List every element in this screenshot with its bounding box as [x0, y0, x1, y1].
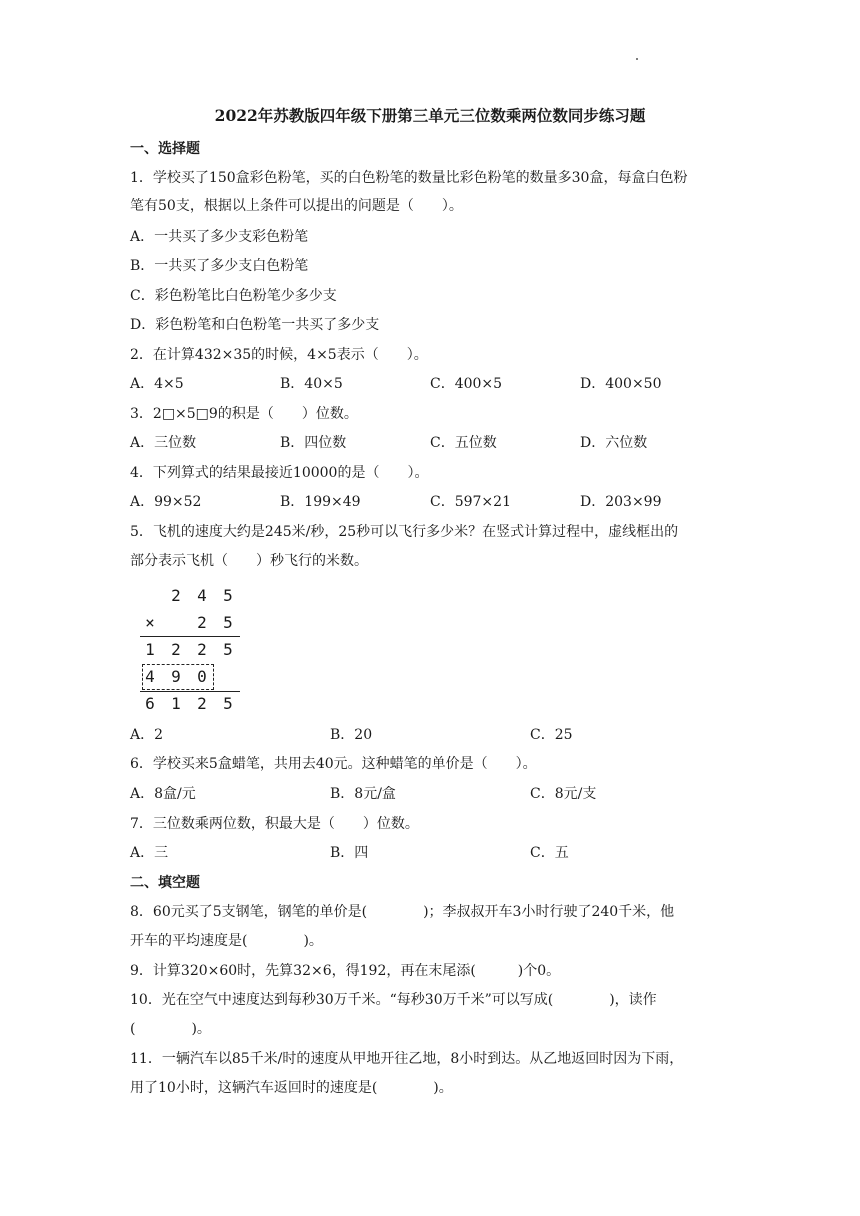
q11-line1: 11．一辆汽车以85千米/时的速度从甲地开往乙地，8小时到达。从乙地返回时因为下雨，	[130, 1051, 684, 1067]
q1-option-b: B．一共买了多少支白色粉笔	[130, 258, 309, 274]
q2-text: 2．在计算432×35的时候，4×5表示（ ）。	[130, 347, 428, 363]
q6-option-c: C．8元/支	[530, 786, 597, 802]
q10-line1: 10．光在空气中速度达到每秒30万千米。“每秒30万千米”可以写成( )，读作	[130, 992, 657, 1008]
q2-option-c: C．400×5	[430, 376, 503, 392]
q1-line2: 笔有50支，根据以上条件可以提出的问题是（ ）。	[130, 198, 463, 214]
q8-line2: 开车的平均速度是( )。	[130, 933, 323, 949]
q7-option-b: B．四	[330, 845, 369, 861]
calc-digit: 5	[223, 613, 233, 632]
calc-digit: 2	[197, 640, 207, 659]
q3-text: 3．2□×5□9的积是（ ）位数。	[130, 406, 358, 422]
calc-digit: 6	[145, 694, 155, 713]
section-heading-choice: 一、选择题	[130, 141, 200, 157]
calc-digit: 5	[223, 586, 233, 605]
q5-option-a: A．2	[130, 727, 164, 743]
q8-line1: 8．60元买了5支钢笔，钢笔的单价是( )；李叔叔开车3小时行驶了240千米，他	[130, 904, 675, 920]
calc-digit: 1	[171, 694, 181, 713]
q1-option-a: A．一共买了多少支彩色粉笔	[130, 229, 309, 245]
q2-option-a: A．4×5	[130, 376, 184, 392]
calc-rule	[140, 636, 240, 637]
q5-option-b: B．20	[330, 727, 373, 743]
q4-text: 4．下列算式的结果最接近10000的是（ ）。	[130, 465, 429, 481]
q11-line2: 用了10小时，这辆汽车返回时的速度是( )。	[130, 1080, 453, 1096]
q1-line1: 1．学校买了150盒彩色粉笔，买的白色粉笔的数量比彩色粉笔的数量多30盒，每盒白色粉	[130, 170, 688, 186]
calc-digit: 0	[197, 667, 207, 686]
calc-digit: 4	[145, 667, 155, 686]
calc-digit: 9	[171, 667, 181, 686]
calc-digit: 5	[223, 694, 233, 713]
calc-digit: 2	[197, 613, 207, 632]
q5-line2: 部分表示飞机（ ）秒飞行的米数。	[130, 553, 368, 569]
q3-option-a: A．三位数	[130, 435, 197, 451]
section-heading-fill-blank: 二、填空题	[130, 875, 200, 891]
q4-option-c: C．597×21	[430, 494, 511, 510]
q1-option-c: C．彩色粉笔比白色粉笔少多少支	[130, 288, 337, 304]
q3-option-d: D．六位数	[580, 435, 648, 451]
q7-option-a: A．三	[130, 845, 169, 861]
calc-digit: 2	[171, 586, 181, 605]
q4-option-d: D．203×99	[580, 494, 662, 510]
q4-option-a: A．99×52	[130, 494, 202, 510]
page-title: 2022年苏教版四年级下册第三单元三位数乘两位数同步练习题	[214, 106, 646, 125]
q9-text: 9．计算320×60时，先算32×6，得192，再在末尾添( )个0。	[130, 963, 561, 979]
multiply-sign: ×	[145, 613, 155, 632]
q3-option-c: C．五位数	[430, 435, 497, 451]
q4-option-b: B．199×49	[280, 494, 361, 510]
q7-option-c: C．五	[530, 845, 569, 861]
q3-option-b: B．四位数	[280, 435, 347, 451]
q10-line2: ( )。	[130, 1021, 211, 1037]
calc-digit: 2	[171, 640, 181, 659]
q6-text: 6．学校买来5盒蜡笔，共用去40元。这种蜡笔的单价是（ ）。	[130, 756, 537, 772]
q5-option-c: C．25	[530, 727, 573, 743]
q6-option-a: A．8盒/元	[130, 786, 196, 802]
q6-option-b: B．8元/盒	[330, 786, 396, 802]
page-mark	[636, 58, 638, 60]
q2-option-b: B．40×5	[280, 376, 343, 392]
calc-digit: 1	[145, 640, 155, 659]
vertical-multiplication-figure	[140, 584, 240, 716]
q5-line1: 5．飞机的速度大约是245米/秒，25秒可以飞行多少米？在竖式计算过程中，虚线框出的	[130, 524, 679, 540]
calc-digit: 2	[197, 694, 207, 713]
calc-rule	[140, 691, 240, 692]
q7-text: 7．三位数乘两位数，积最大是（ ）位数。	[130, 816, 419, 832]
calc-digit: 5	[223, 640, 233, 659]
q2-option-d: D．400×50	[580, 376, 662, 392]
q1-option-d: D．彩色粉笔和白色粉笔一共买了多少支	[130, 317, 380, 333]
calc-digit: 4	[197, 586, 207, 605]
